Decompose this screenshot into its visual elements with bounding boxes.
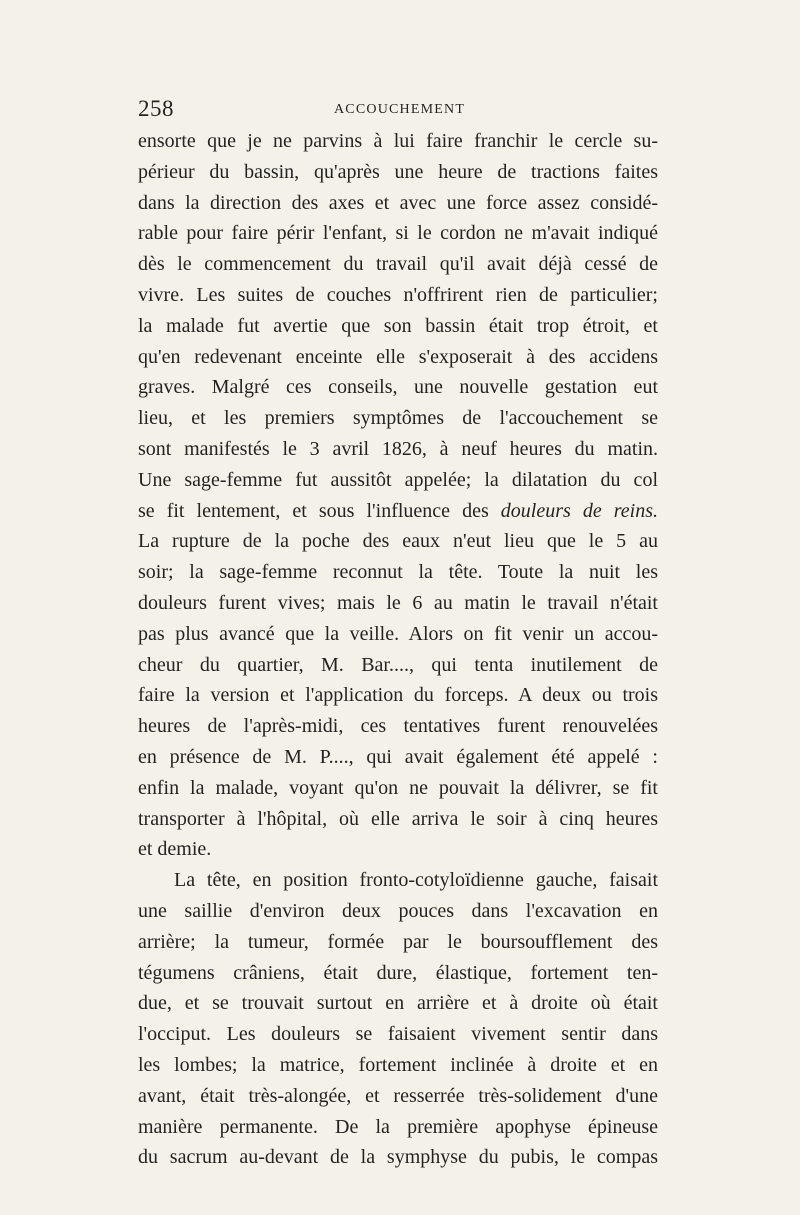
text-line: La rupture de la poche des eaux n'eut lieu que le 5 au [138,530,658,553]
text-line: dans la direction des axes et avec une force assez considé- [138,191,658,214]
paragraph-first-line: La tête, en position fronto-cotyloïdienne gauche, faisait [174,869,658,892]
text-line: douleurs furent vives; mais le 6 au matin le travail n'était [138,591,658,614]
paragraph-last-line: et demie. [138,838,212,861]
text-line: due, et se trouvait surtout en arrière et à droite où était [138,992,658,1015]
text-line: périeur du bassin, qu'après une heure de tractions faites [138,160,658,183]
text-line-with-italic [138,496,658,527]
text-line: sont manifestés le 3 avril 1826, à neuf heures du matin. [138,437,658,460]
text-line: pas plus avancé que la veille. Alors on fit venir un accou- [138,622,658,645]
text-line: arrière; la tumeur, formée par le boursoufflement des [138,930,658,953]
text-line: l'occiput. Les douleurs se faisaient vivement sentir dans [138,1023,658,1046]
text-line: ensorte que je ne parvins à lui faire franchir le cercle su- [138,130,658,152]
text-line: les lombes; la matrice, fortement inclinée à droite et en [138,1053,658,1076]
text-line: une saillie d'environ deux pouces dans l'excavation en [138,899,658,922]
text-line: cheur du quartier, M. Bar...., qui tenta inutilement de [138,653,658,676]
text-line: vivre. Les suites de couches n'offrirent rien de particulier; [138,283,658,306]
text-line: Une sage-femme fut aussitôt appelée; la dilatation du col [138,468,658,491]
text-line: du sacrum au-devant de la symphyse du pubis, le compas [138,1146,658,1169]
text-line: dès le commencement du travail qu'il avait déjà cessé de [138,253,658,276]
text-line: graves. Malgré ces conseils, une nouvelle gestation eut [138,376,658,399]
running-title: ACCOUCHEMENT [334,102,466,117]
text-line: heures de l'après-midi, ces tentatives furent renouvelées [138,715,658,738]
text-line: faire la version et l'application du forceps. A deux ou trois [138,684,658,707]
text-line: enfin la malade, voyant qu'on ne pouvait la délivrer, se fit [138,776,658,799]
text-line: soir; la sage-femme reconnut la tête. Toute la nuit les [138,561,658,584]
italic-phrase: douleurs de reins. [500,499,658,522]
body-text [138,126,658,1173]
page-header [138,96,658,120]
text-line: tégumens crâniens, était dure, élastique, fortement ten- [138,961,658,984]
text-line: lieu, et les premiers symptômes de l'accouchement se [138,407,658,430]
text-line: rable pour faire périr l'enfant, si le cordon ne m'avait indiqué [138,222,658,245]
text-line: en présence de M. P...., qui avait également été appelé : [138,745,658,768]
text-line: avant, était très-alongée, et resserrée très-solidement d'une [138,1084,658,1107]
text-line: manière permanente. De la première apophyse épineuse [138,1115,658,1138]
text-line: la malade fut avertie que son bassin était trop étroit, et [138,314,658,337]
page-number: 258 [138,96,174,121]
text-segment: se fit lentement, et sous l'influence des [138,499,501,522]
text-line: qu'en redevenant enceinte elle s'exposerait à des accidens [138,345,658,368]
text-line: transporter à l'hôpital, où elle arriva le soir à cinq heures [138,807,658,830]
